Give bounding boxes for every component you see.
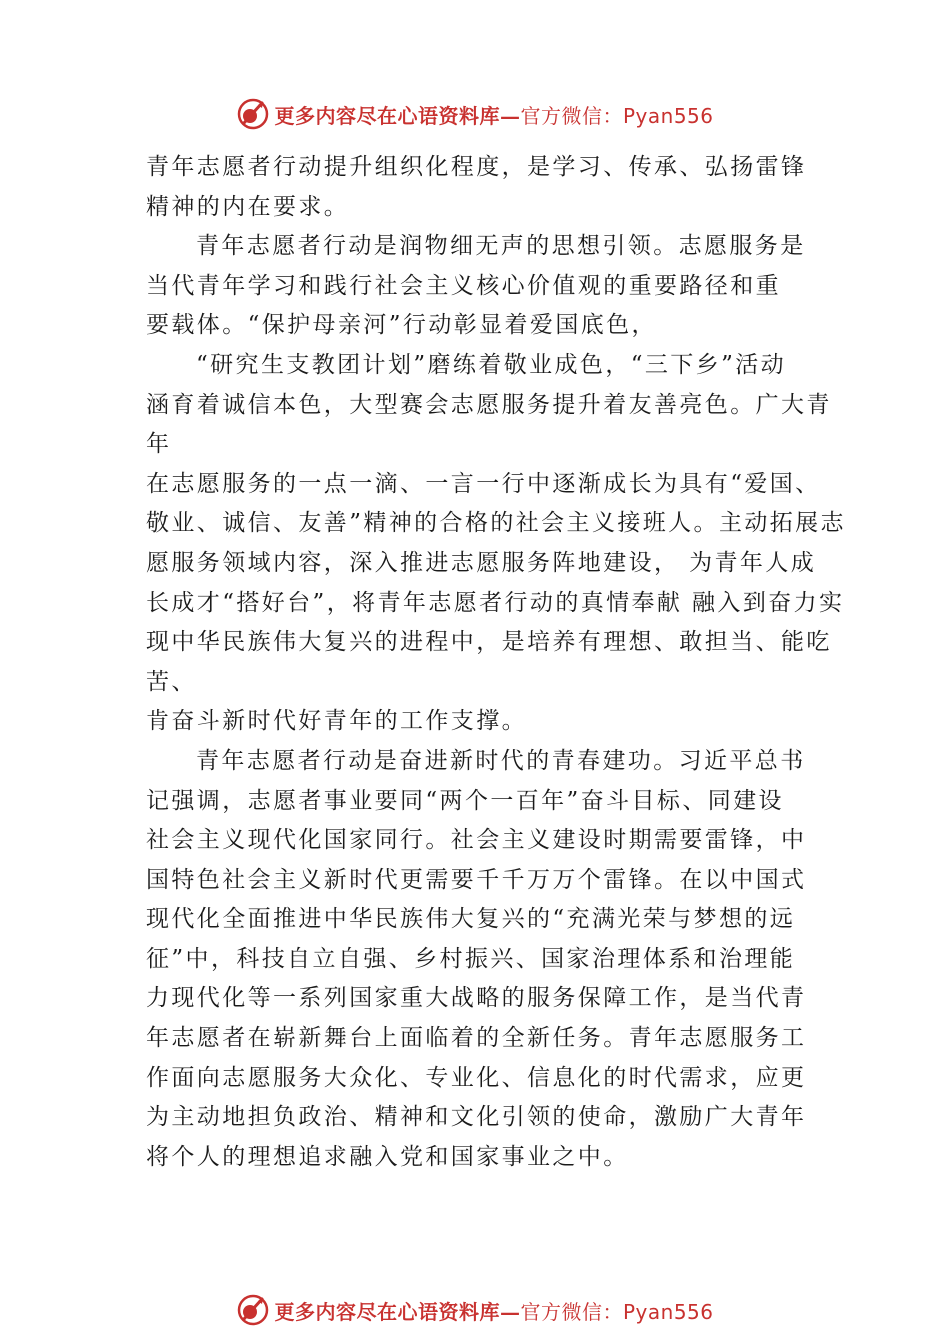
brand-logo-icon — [236, 1293, 270, 1327]
header-banner — [0, 94, 950, 134]
body-line: 作面向志愿服务大众化、专业化、信息化的时代需求，应更 — [146, 1064, 807, 1091]
body-line: 敬业、诚信、友善”精神的合格的社会主义接班人。主动拓展志 — [146, 510, 846, 537]
body-line: 长成才“搭好台”，将青年志愿者行动的真情奉献 融入到奋力实 — [146, 589, 845, 616]
body-line: 年志愿者在崭新舞台上面临着的全新任务。青年志愿服务工 — [146, 1025, 807, 1052]
body-line: 要载体。“保护母亲河”行动彰显着爱国底色， — [146, 312, 657, 339]
body-line: 涵育着诚信本色，大型赛会志愿服务提升着友善亮色。广大青年 — [146, 391, 832, 458]
document-body — [146, 148, 846, 1177]
footer-dash: — — [499, 1299, 521, 1324]
body-line: 记强调，志愿者事业要同“两个一百年”奋斗目标、同建设 — [146, 787, 784, 814]
body-line: 愿服务领域内容，深入推进志愿服务阵地建设， 为青年人成 — [146, 549, 817, 576]
body-line: 将个人的理想追求融入党和国家事业之中。 — [146, 1143, 629, 1170]
body-line: 精神的内在要求。 — [146, 193, 350, 220]
body-line: “研究生支教团计划”磨练着敬业成色，“三下乡”活动 — [196, 351, 787, 378]
header-wechat-label: 官方微信： — [520, 103, 623, 128]
body-line: 国特色社会主义新时代更需要千千万万个雷锋。在以中国式 — [146, 866, 807, 893]
header-text — [274, 100, 713, 129]
header-wechat-id: Pyan556 — [622, 103, 714, 128]
body-line: 力现代化等一系列国家重大战略的服务保障工作，是当代青 — [146, 985, 807, 1012]
body-line: 现代化全面推进中华民族伟大复兴的“充满光荣与梦想的远 — [146, 906, 796, 933]
body-line: 青年志愿者行动是奋进新时代的青春建功。习近平总书 — [196, 747, 806, 774]
body-line: 肯奋斗新时代好青年的工作支撑。 — [146, 708, 527, 735]
header-dash: — — [499, 103, 521, 128]
footer-wechat-label: 官方微信： — [520, 1299, 623, 1324]
footer-brand: 更多内容尽在心语资料库 — [274, 1299, 500, 1324]
body-line: 当代青年学习和践行社会主义核心价值观的重要路径和重 — [146, 272, 781, 299]
body-line: 青年志愿者行动是润物细无声的思想引领。志愿服务是 — [196, 233, 806, 260]
body-line: 青年志愿者行动提升组织化程度，是学习、传承、弘扬雷锋 — [146, 154, 807, 180]
body-line: 在志愿服务的一点一滴、一言一行中逐渐成长为具有“爱国、 — [146, 470, 821, 497]
footer-wechat-id: Pyan556 — [622, 1299, 714, 1324]
body-line: 社会主义现代化国家同行。社会主义建设时期需要雷锋，中 — [146, 827, 807, 854]
footer-text — [274, 1296, 713, 1325]
body-line: 征”中，科技自立自强、乡村振兴、国家治理体系和治理能 — [146, 945, 796, 972]
footer-banner — [0, 1290, 950, 1330]
body-line: 为主动地担负政治、精神和文化引领的使命，激励广大青年 — [146, 1104, 807, 1131]
brand-logo-icon — [236, 97, 270, 131]
body-line: 现中华民族伟大复兴的进程中，是培养有理想、敢担当、能吃苦、 — [146, 629, 832, 695]
header-brand: 更多内容尽在心语资料库 — [274, 103, 500, 128]
